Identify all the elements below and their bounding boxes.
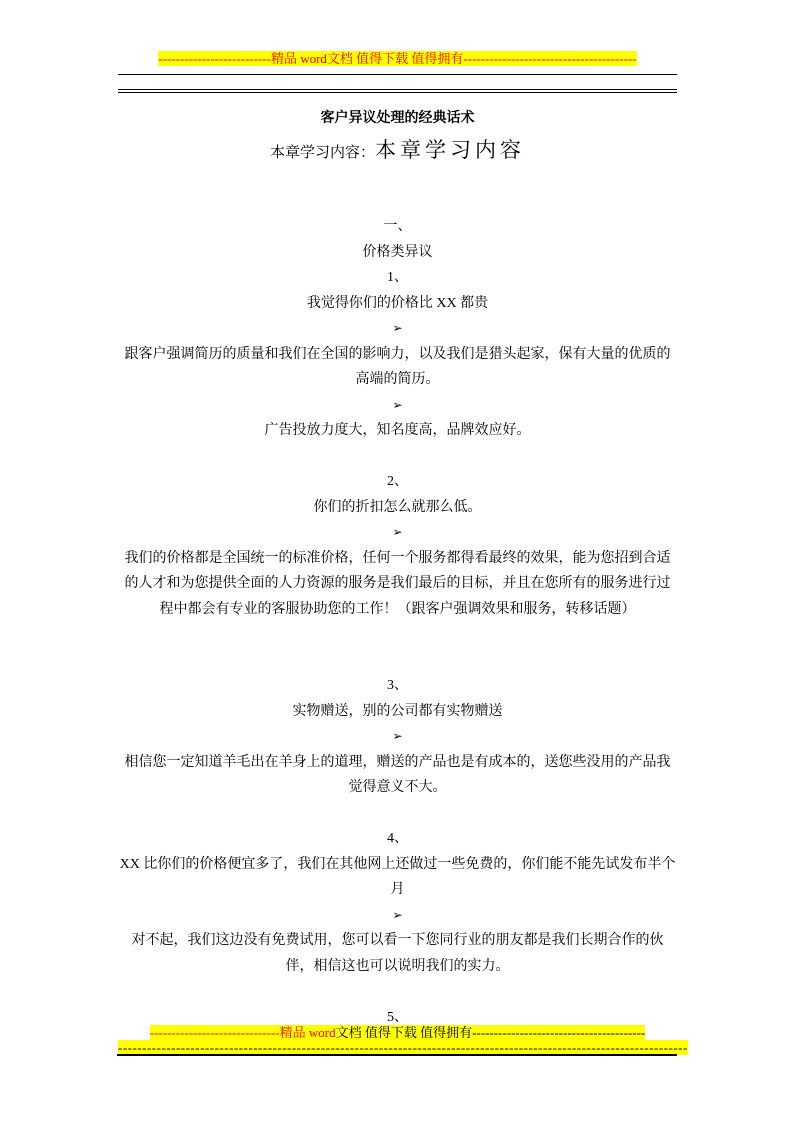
paragraph-line: 我们的价格都是全国统一的标准价格，任何一个服务都得看最终的效果，能为您招到合适的人才和为您提供全面的人力资源的服务是我们最后的目标，并且在您所有的服务进行过程中都会有专业的客服协助您的工作！（跟客户强调效果和服务，转移话题）: [124, 550, 671, 617]
footer-banner-1: [150, 1025, 646, 1040]
paragraph-line: 2、: [387, 474, 408, 489]
subtitle-prefix: 本章学习内容：: [269, 145, 375, 161]
page-footer-line2: [118, 1040, 688, 1055]
paragraph-line: XX 比你们的价格便宜多了，我们在其他网上还做过一些免费的，你们能不能先试发布半个月: [119, 856, 676, 897]
paragraph-line: 我觉得你们的价格比 XX 都贵: [306, 295, 489, 311]
paragraph-line: 实物赠送，别的公司都有实物赠送: [292, 703, 503, 719]
footer-dashed-rule: ----------------------------------------------------------------------------------------------------------------------: [118, 1040, 688, 1055]
paragraph-line: 跟客户强调简历的质量和我们在全国的影响力，以及我们是猎头起家，保有大量的优质的高端的简历。: [124, 346, 671, 387]
blank-line: [118, 979, 677, 1005]
subtitle-emphasis: 本章学习内容: [375, 138, 525, 162]
header-banner-text: --------------------------精品 word文档 值得下载 值得拥有----------------------------------------: [158, 51, 637, 66]
paragraph-line: 4、: [387, 831, 408, 846]
footer-banner-black-run: 文档 值得下载 值得拥有----------------------------------------: [335, 1025, 646, 1040]
blank-line: [118, 648, 677, 674]
paragraph-line: 1、: [387, 270, 408, 285]
bullet-arrow-icon: ➢: [392, 729, 403, 743]
bullet-arrow-icon: ➢: [392, 525, 403, 539]
paragraph-line: 5、: [387, 1009, 408, 1025]
page-footer-line1: [118, 1024, 677, 1041]
document-title: 客户异议处理的经典话术: [320, 111, 475, 126]
document-body: [118, 96, 677, 1030]
paragraph-line: 3、: [387, 678, 408, 693]
footer-banner-red-run: ------------------------------精品 word: [149, 1025, 336, 1040]
page-header: [118, 50, 677, 75]
document-subtitle: [118, 132, 677, 172]
bullet-arrow-icon: ➢: [392, 321, 403, 335]
paragraph-line: 价格类异议: [362, 244, 433, 260]
bullet-arrow-icon: ➢: [392, 397, 403, 412]
paragraph-line: 广告投放力度大，知名度高，品牌效应好。: [264, 423, 531, 438]
bullet-arrow-icon: ➢: [392, 907, 403, 922]
footer-bottom-rule: [117, 1054, 677, 1056]
body-blocks: [118, 214, 677, 1030]
blank-line: [118, 444, 677, 470]
paragraph-line: 一、: [383, 219, 412, 234]
header-double-rule: [118, 89, 677, 93]
paragraph-line: 相信您一定知道羊毛出在羊身上的道理，赠送的产品也是有成本的，送您些没用的产品我觉得意义不大。: [124, 754, 671, 795]
blank-line: [118, 622, 677, 648]
blank-line: [118, 801, 677, 827]
paragraph-line: 对不起，我们这边没有免费试用，您可以看一下您同行业的朋友都是我们长期合作的伙伴，相信这也可以说明我们的实力。: [131, 933, 664, 974]
paragraph-line: 你们的折扣怎么就那么低。: [313, 499, 482, 515]
